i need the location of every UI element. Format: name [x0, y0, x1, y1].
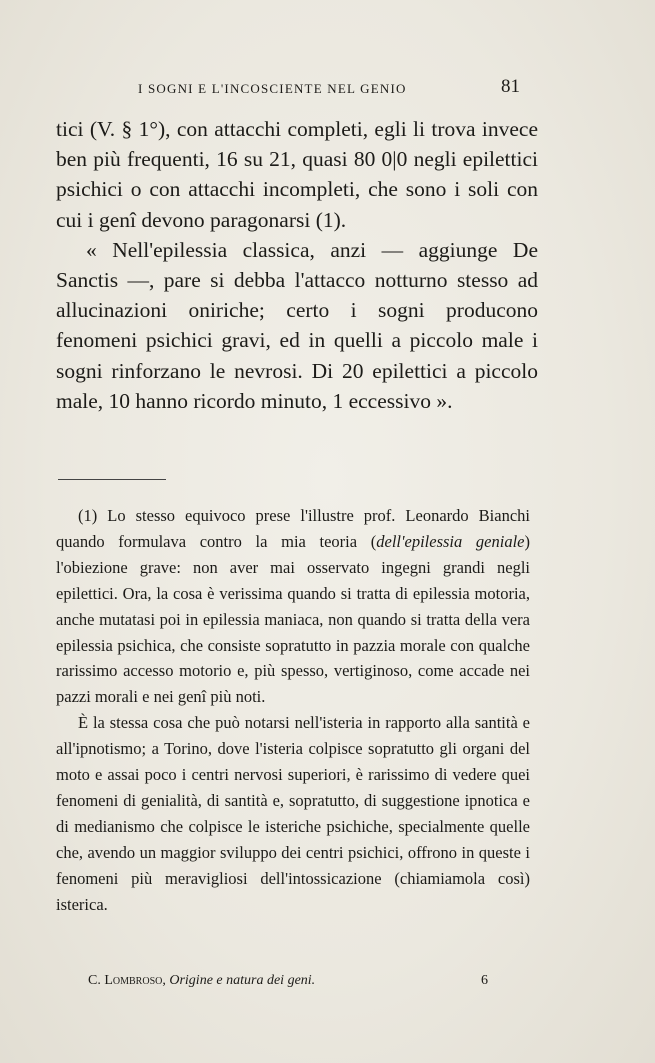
- footnote-paragraph: È la stessa cosa che può notarsi nell'isteria in rapporto alla santità e all'ipnotismo; a Torino, dove l'isteria colpisce sopratutto gli organi del moto e assai poco i centri nervosi superiori, è rarissimo di vedere quei fenomeni di genialità, di santità e, sopratutto, di suggestione ipnotica e di medianismo che colpisce le isteriche psichiche, specialmente quelle che, avendo un maggior sviluppo dei centri psichici, offrono in queste i fenomeni più meravigliosi dell'intossicazione (chiamiamola così) isterica.: [56, 713, 530, 914]
- footnote-text: ) l'obiezione grave: non aver mai osservato ingegni grandi negli epilettici. Ora, la cosa è verissima quando si tratta di epilessia motoria, anche mutatasi poi in epilessia maniaca, non quando si tratta della vera epilessia psichica, che consiste sopratutto in pazzia morale con qualche rarissimo accesso motorio e, più spesso, vertiginoso, come accade nei pazzi morali e nei genî più noti.: [56, 531, 530, 707]
- running-title: I SOGNI E L'INCOSCIENTE NEL GENIO: [138, 81, 407, 96]
- paragraph: tici (V. § 1°), con attacchi completi, egli li trova invece ben più frequenti, 16 su 21, quasi 80 0|0 negli epilettici psichici o con attacchi incompleti, che sono i soli con cui i genî devono paragonarsi (1).: [56, 117, 538, 232]
- signature-author: C. Lombroso,: [88, 973, 166, 988]
- footnote-text: (1) Lo stesso equivoco prese l'illustre prof. Leonardo Bianchi quando formulava contro la mia teoria (: [56, 506, 530, 551]
- signature-work-title: Origine e natura dei geni.: [169, 973, 316, 988]
- signature-number: 6: [481, 973, 488, 988]
- page-number: 81: [501, 76, 520, 97]
- main-text: [56, 114, 538, 416]
- signature-line: [88, 973, 488, 995]
- footnote-divider: [58, 479, 166, 480]
- paragraph: « Nell'epilessia classica, anzi — aggiunge De Sanctis —, pare si debba l'attacco notturno stesso ad allucinazioni oniriche; certo i sogni producono fenomeni psichici gravi, ed in quelli a piccolo male i sogni rinforzano le nevrosi. Di 20 epilettici a piccolo male, 10 hanno ricordo minuto, 1 eccessivo ».: [56, 237, 538, 413]
- running-header: [120, 76, 520, 102]
- footnote-italic-title: dell'epilessia geniale: [376, 531, 525, 551]
- footnote-paragraph: [56, 503, 530, 710]
- footnote: [56, 503, 530, 918]
